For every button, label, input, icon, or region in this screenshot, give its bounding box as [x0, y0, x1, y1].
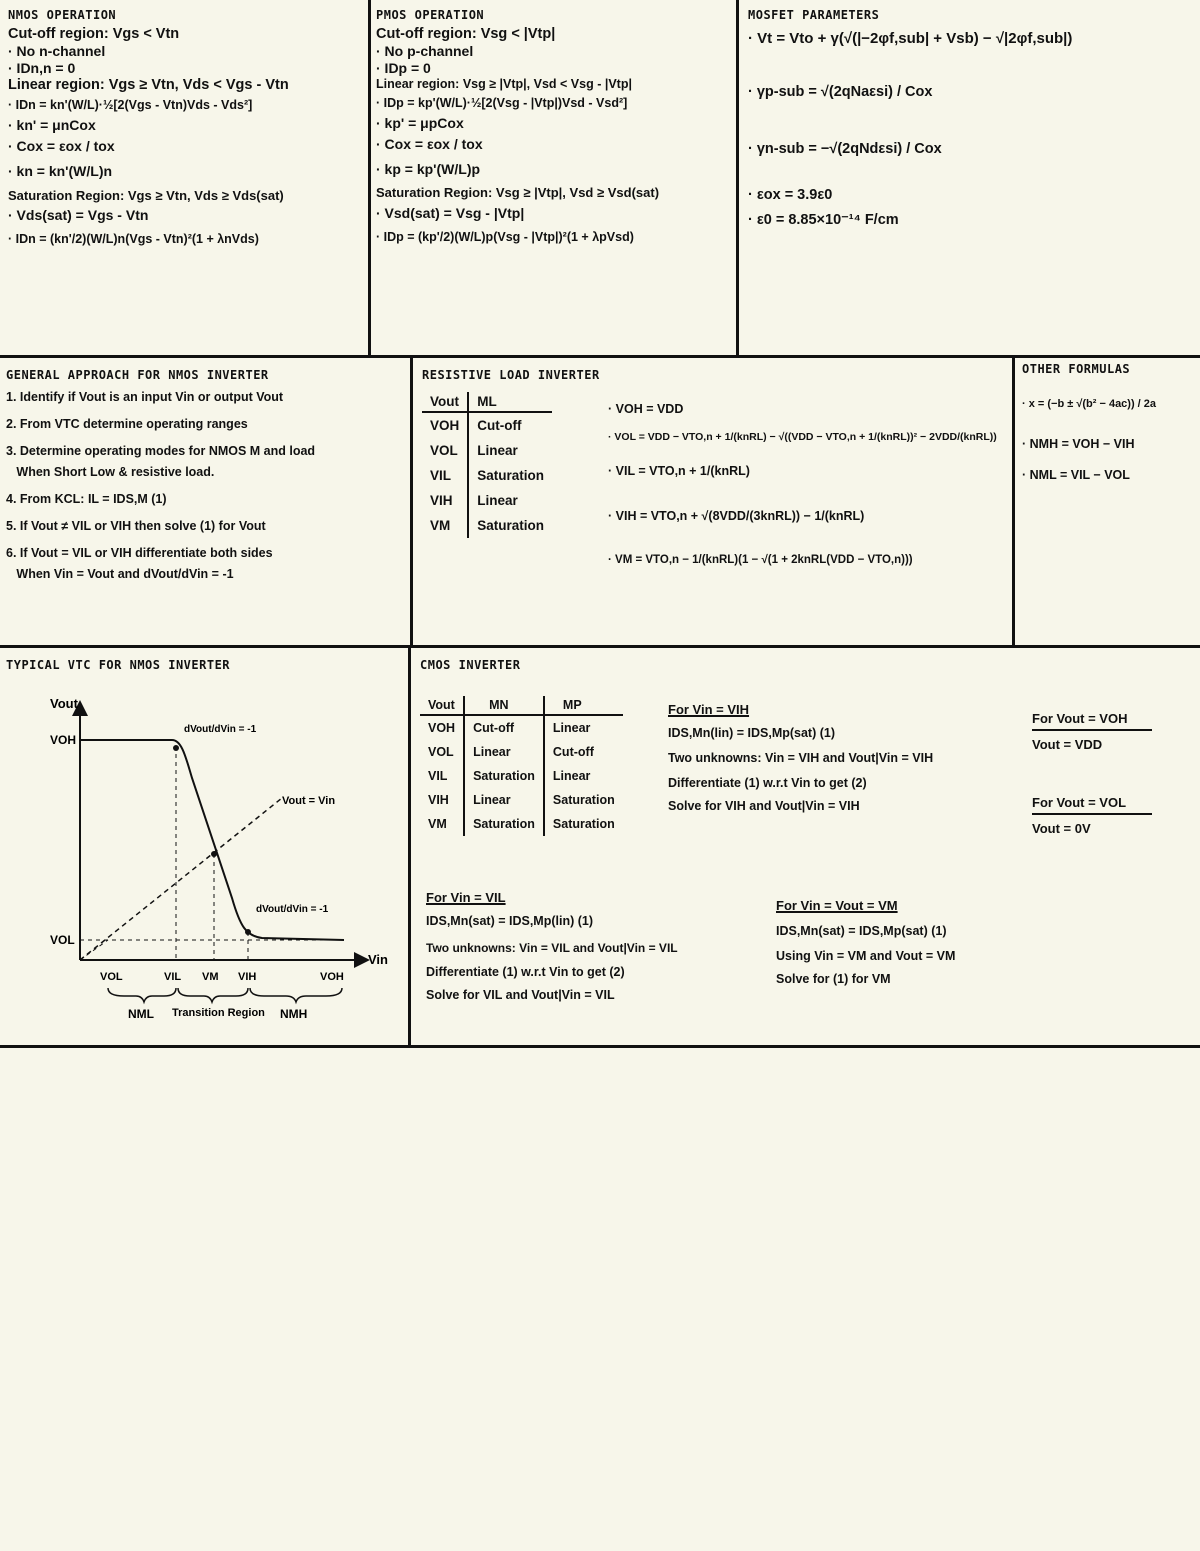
panel-title: PMOS OPERATION — [376, 8, 485, 22]
nmos-line: · No n-channel — [8, 43, 106, 60]
block-line: Differentiate (1) w.r.t Vin to get (2) — [426, 964, 625, 979]
panel-title: NMOS OPERATION — [8, 8, 117, 22]
block-heading: For Vout = VOH — [1032, 711, 1152, 731]
slope-label-top: dVout/dVin = -1 — [184, 724, 257, 735]
pmos-line: · kp' = μpCox — [376, 114, 464, 131]
mosfet-line: · ε0 = 8.85×10⁻¹⁴ F/cm — [748, 212, 899, 229]
cmos-voh-block — [1032, 708, 1182, 752]
mosfet-line: · Vt = Vto + γ(√(|−2φf,sub| + Vsb) − √|2φf,sub|) — [748, 30, 1073, 47]
approach-step: 4. From KCL: IL = IDS,M (1) — [6, 492, 167, 506]
panel-title: RESISTIVE LOAD INVERTER — [422, 368, 600, 382]
region-nmh: NMH — [280, 1007, 308, 1021]
block-line: IDS,Mn(sat) = IDS,Mp(lin) (1) — [426, 913, 594, 928]
unity-gain-label: Vout = Vin — [282, 795, 336, 807]
divider-row1 — [0, 355, 1200, 358]
mosfet-line: · εox = 3.9ε0 — [748, 186, 833, 203]
x-tick: VM — [202, 971, 219, 983]
divider-r2-a — [410, 356, 413, 646]
block-line: Using Vin = VM and Vout = VM — [776, 948, 956, 963]
x-tick: VIH — [238, 971, 257, 983]
table-cell: VIL — [430, 468, 452, 483]
nmos-operation-panel — [8, 8, 366, 352]
table-row — [422, 438, 552, 463]
pmos-line: · IDp = 0 — [376, 60, 431, 77]
approach-step: When Short Low & resistive load. — [6, 465, 215, 479]
block-value: Vout = VDD — [1032, 736, 1103, 752]
divider-r2-b — [1012, 356, 1015, 646]
block-heading: For Vin = VIL — [426, 890, 506, 905]
formula-line: · x = (−b ± √(b² − 4ac)) / 2a — [1022, 398, 1157, 410]
nmos-line: Saturation Region: Vgs ≥ Vtn, Vds ≥ Vds(sat) — [8, 187, 284, 203]
pmos-line: Linear region: Vsg ≥ |Vtp|, Vsd < Vsg - |Vtp| — [376, 76, 632, 91]
approach-step: 6. If Vout = VIL or VIH differentiate both sides — [6, 546, 273, 560]
nmos-line: · kn' = μnCox — [8, 117, 96, 134]
guide-line — [80, 940, 108, 960]
block-line: Two unknowns: Vin = VIH and Vout|Vin = VIH — [668, 750, 934, 765]
general-approach-panel — [6, 368, 408, 642]
region-transition: Transition Region — [172, 1007, 265, 1019]
panel-title: CMOS INVERTER — [420, 658, 521, 672]
col-header: ML — [468, 392, 552, 412]
approach-step: 5. If Vout ≠ VIL or VIH then solve (1) for Vout — [6, 519, 266, 533]
table-cell: Cut-off — [544, 740, 623, 764]
nmos-line: Linear region: Vgs ≥ Vtn, Vds < Vgs - Vtn — [8, 76, 289, 93]
cmos-inverter-panel — [420, 658, 1198, 1042]
nmos-line: · IDn = (kn'/2)(W/L)n(Vgs - Vtn)²(1 + λnVds) — [8, 232, 259, 247]
table-cell: Linear — [544, 764, 623, 788]
table-row — [422, 463, 552, 488]
col-header: Vout — [422, 392, 468, 412]
x-tick: VOL — [100, 971, 123, 983]
cmos-vih-block — [668, 702, 1018, 814]
pmos-line: · kp = kp'(W/L)p — [376, 160, 481, 177]
pmos-line: Saturation Region: Vsg ≥ |Vtp|, Vsd ≥ Vsd(sat) — [376, 185, 660, 201]
col-header: MN — [464, 696, 544, 715]
cmos-vil-block — [426, 890, 771, 1003]
divider-r1-a — [368, 0, 371, 356]
approach-step: 2. From VTC determine operating ranges — [6, 417, 248, 431]
resistive-load-panel — [422, 368, 1010, 642]
formula-line: · NMH = VOH − VIH — [1022, 437, 1135, 452]
block-line: Solve for (1) for VM — [776, 971, 891, 986]
block-heading: For Vin = Vout = VM — [776, 898, 898, 913]
formula-line: · VIH = VTO,n + √(8VDD/(3knRL)) − 1/(knRL) — [608, 508, 865, 523]
vm-point — [211, 851, 217, 857]
pmos-operation-panel — [376, 8, 734, 352]
formula-line: · VOH = VDD — [608, 402, 684, 416]
panel-title: MOSFET PARAMETERS — [748, 8, 880, 22]
x-tick: VOH — [320, 971, 344, 983]
mosfet-line: · γn-sub = −√(2qNdεsi) / Cox — [748, 141, 942, 158]
mosfet-line: · γp-sub = √(2qNaεsi) / Cox — [748, 84, 933, 100]
brace-nmh — [250, 988, 342, 1002]
resistive-state-table — [422, 392, 552, 538]
table-row — [420, 788, 623, 812]
pmos-line: · Vsd(sat) = Vsg - |Vtp| — [376, 204, 525, 221]
table-cell: Linear — [468, 438, 552, 463]
table-cell: VOL — [430, 443, 458, 458]
y-tick-voh: VOH — [50, 733, 77, 747]
pmos-line: Cut-off region: Vsg < |Vtp| — [376, 26, 556, 42]
col-header: Vout — [420, 696, 464, 715]
table-row — [420, 764, 623, 788]
typical-vtc-panel — [6, 658, 406, 1042]
table-cell: Saturation — [464, 812, 544, 836]
table-row — [420, 715, 623, 740]
vtc-diagram — [6, 678, 406, 1038]
nmos-line: Cut-off region: Vgs < Vtn — [8, 26, 180, 42]
region-nml: NML — [128, 1007, 154, 1021]
vih-point — [245, 929, 251, 935]
table-cell: VM — [428, 817, 447, 831]
vil-point — [173, 745, 179, 751]
table-cell: Linear — [464, 788, 544, 812]
col-header: MP — [544, 696, 623, 715]
divider-r1-b — [736, 0, 739, 356]
table-row — [420, 740, 623, 764]
table-row — [422, 488, 552, 513]
block-line: IDS,Mn(lin) = IDS,Mp(sat) (1) — [668, 725, 836, 740]
panel-title: OTHER FORMULAS — [1022, 362, 1131, 376]
table-row — [422, 513, 552, 538]
nmos-line: · kn = kn'(W/L)n — [8, 162, 113, 179]
block-heading: For Vin = VIH — [668, 702, 750, 717]
block-line: Differentiate (1) w.r.t Vin to get (2) — [668, 775, 867, 790]
block-line: Solve for VIL and Vout|Vin = VIL — [426, 987, 615, 1002]
block-line: Solve for VIH and Vout|Vin = VIH — [668, 798, 860, 813]
table-cell: VM — [430, 518, 451, 533]
formula-line: · VM = VTO,n − 1/(knRL)(1 − √(1 + 2knRL(VDD − VTO,n))) — [608, 553, 913, 566]
table-cell: Cut-off — [464, 715, 544, 740]
table-cell: Saturation — [464, 764, 544, 788]
table-cell: Linear — [464, 740, 544, 764]
block-heading: For Vout = VOL — [1032, 795, 1152, 815]
approach-step: When Vin = Vout and dVout/dVin = -1 — [6, 567, 234, 581]
formula-line: · VIL = VTO,n + 1/(knRL) — [608, 463, 750, 478]
table-row — [420, 812, 623, 836]
block-line: Two unknowns: Vin = VIL and Vout|Vin = VIL — [426, 940, 678, 955]
formula-line: · NML = VIL − VOL — [1022, 468, 1130, 483]
pmos-line: · Cox = εox / tox — [376, 135, 483, 152]
table-cell: VIH — [428, 793, 449, 807]
table-cell: Linear — [468, 488, 552, 513]
other-formulas-panel — [1022, 362, 1198, 642]
brace-transition — [178, 988, 248, 1002]
y-tick-vol: VOL — [50, 933, 75, 947]
table-cell: Saturation — [468, 463, 552, 488]
block-value: Vout = 0V — [1032, 820, 1091, 836]
panel-title: TYPICAL VTC FOR NMOS INVERTER — [6, 658, 231, 672]
divider-row2 — [0, 645, 1200, 648]
table-cell: Saturation — [544, 788, 623, 812]
nmos-line: · Cox = εox / tox — [8, 138, 115, 155]
table-cell: Saturation — [468, 513, 552, 538]
slope-label-bottom: dVout/dVin = -1 — [256, 904, 329, 915]
nmos-line: · IDn = kn'(W/L)·½[2(Vgs - Vtn)Vds - Vds²] — [8, 98, 253, 113]
approach-step: 3. Determine operating modes for NMOS M and load — [6, 444, 316, 458]
cmos-state-table — [420, 696, 623, 836]
mosfet-parameters-panel — [748, 8, 1194, 352]
nmos-line: · Vds(sat) = Vgs - Vtn — [8, 207, 149, 224]
brace-nml — [108, 988, 176, 1002]
cmos-vm-block — [776, 898, 1066, 987]
pmos-line: · No p-channel — [376, 43, 474, 60]
divider-row3 — [0, 1045, 1200, 1048]
x-axis-label: Vin — [368, 952, 388, 967]
panel-title: GENERAL APPROACH FOR NMOS INVERTER — [6, 368, 269, 382]
table-row — [422, 412, 552, 438]
table-cell: VIL — [428, 769, 448, 783]
table-cell: Cut-off — [468, 412, 552, 438]
block-line: IDS,Mn(sat) = IDS,Mp(sat) (1) — [776, 923, 947, 938]
table-cell: VOL — [428, 745, 454, 759]
pmos-line: · IDp = (kp'/2)(W/L)p(Vsg - |Vtp|)²(1 + λpVsd) — [376, 229, 634, 244]
table-cell: Saturation — [544, 812, 623, 836]
nmos-line: · IDn,n = 0 — [8, 60, 76, 77]
divider-r3-a — [408, 646, 411, 1046]
y-axis-label: Vout — [50, 696, 78, 711]
resistive-formulas — [608, 402, 1008, 567]
x-tick: VIL — [164, 971, 182, 983]
table-cell: Linear — [544, 715, 623, 740]
approach-step: 1. Identify if Vout is an input Vin or output Vout — [6, 390, 284, 404]
pmos-line: · IDp = kp'(W/L)·½[2(Vsg - |Vtp|)Vsd - Vsd²] — [376, 95, 628, 110]
formula-line: · VOL = VDD − VTO,n + 1/(knRL) − √((VDD − VTO,n + 1/(knRL))² − 2VDD/(knRL)) — [608, 431, 997, 443]
table-cell: VOH — [430, 418, 460, 433]
cmos-vol-block — [1032, 792, 1182, 836]
table-cell: VOH — [428, 721, 456, 735]
table-cell: VIH — [430, 493, 453, 508]
